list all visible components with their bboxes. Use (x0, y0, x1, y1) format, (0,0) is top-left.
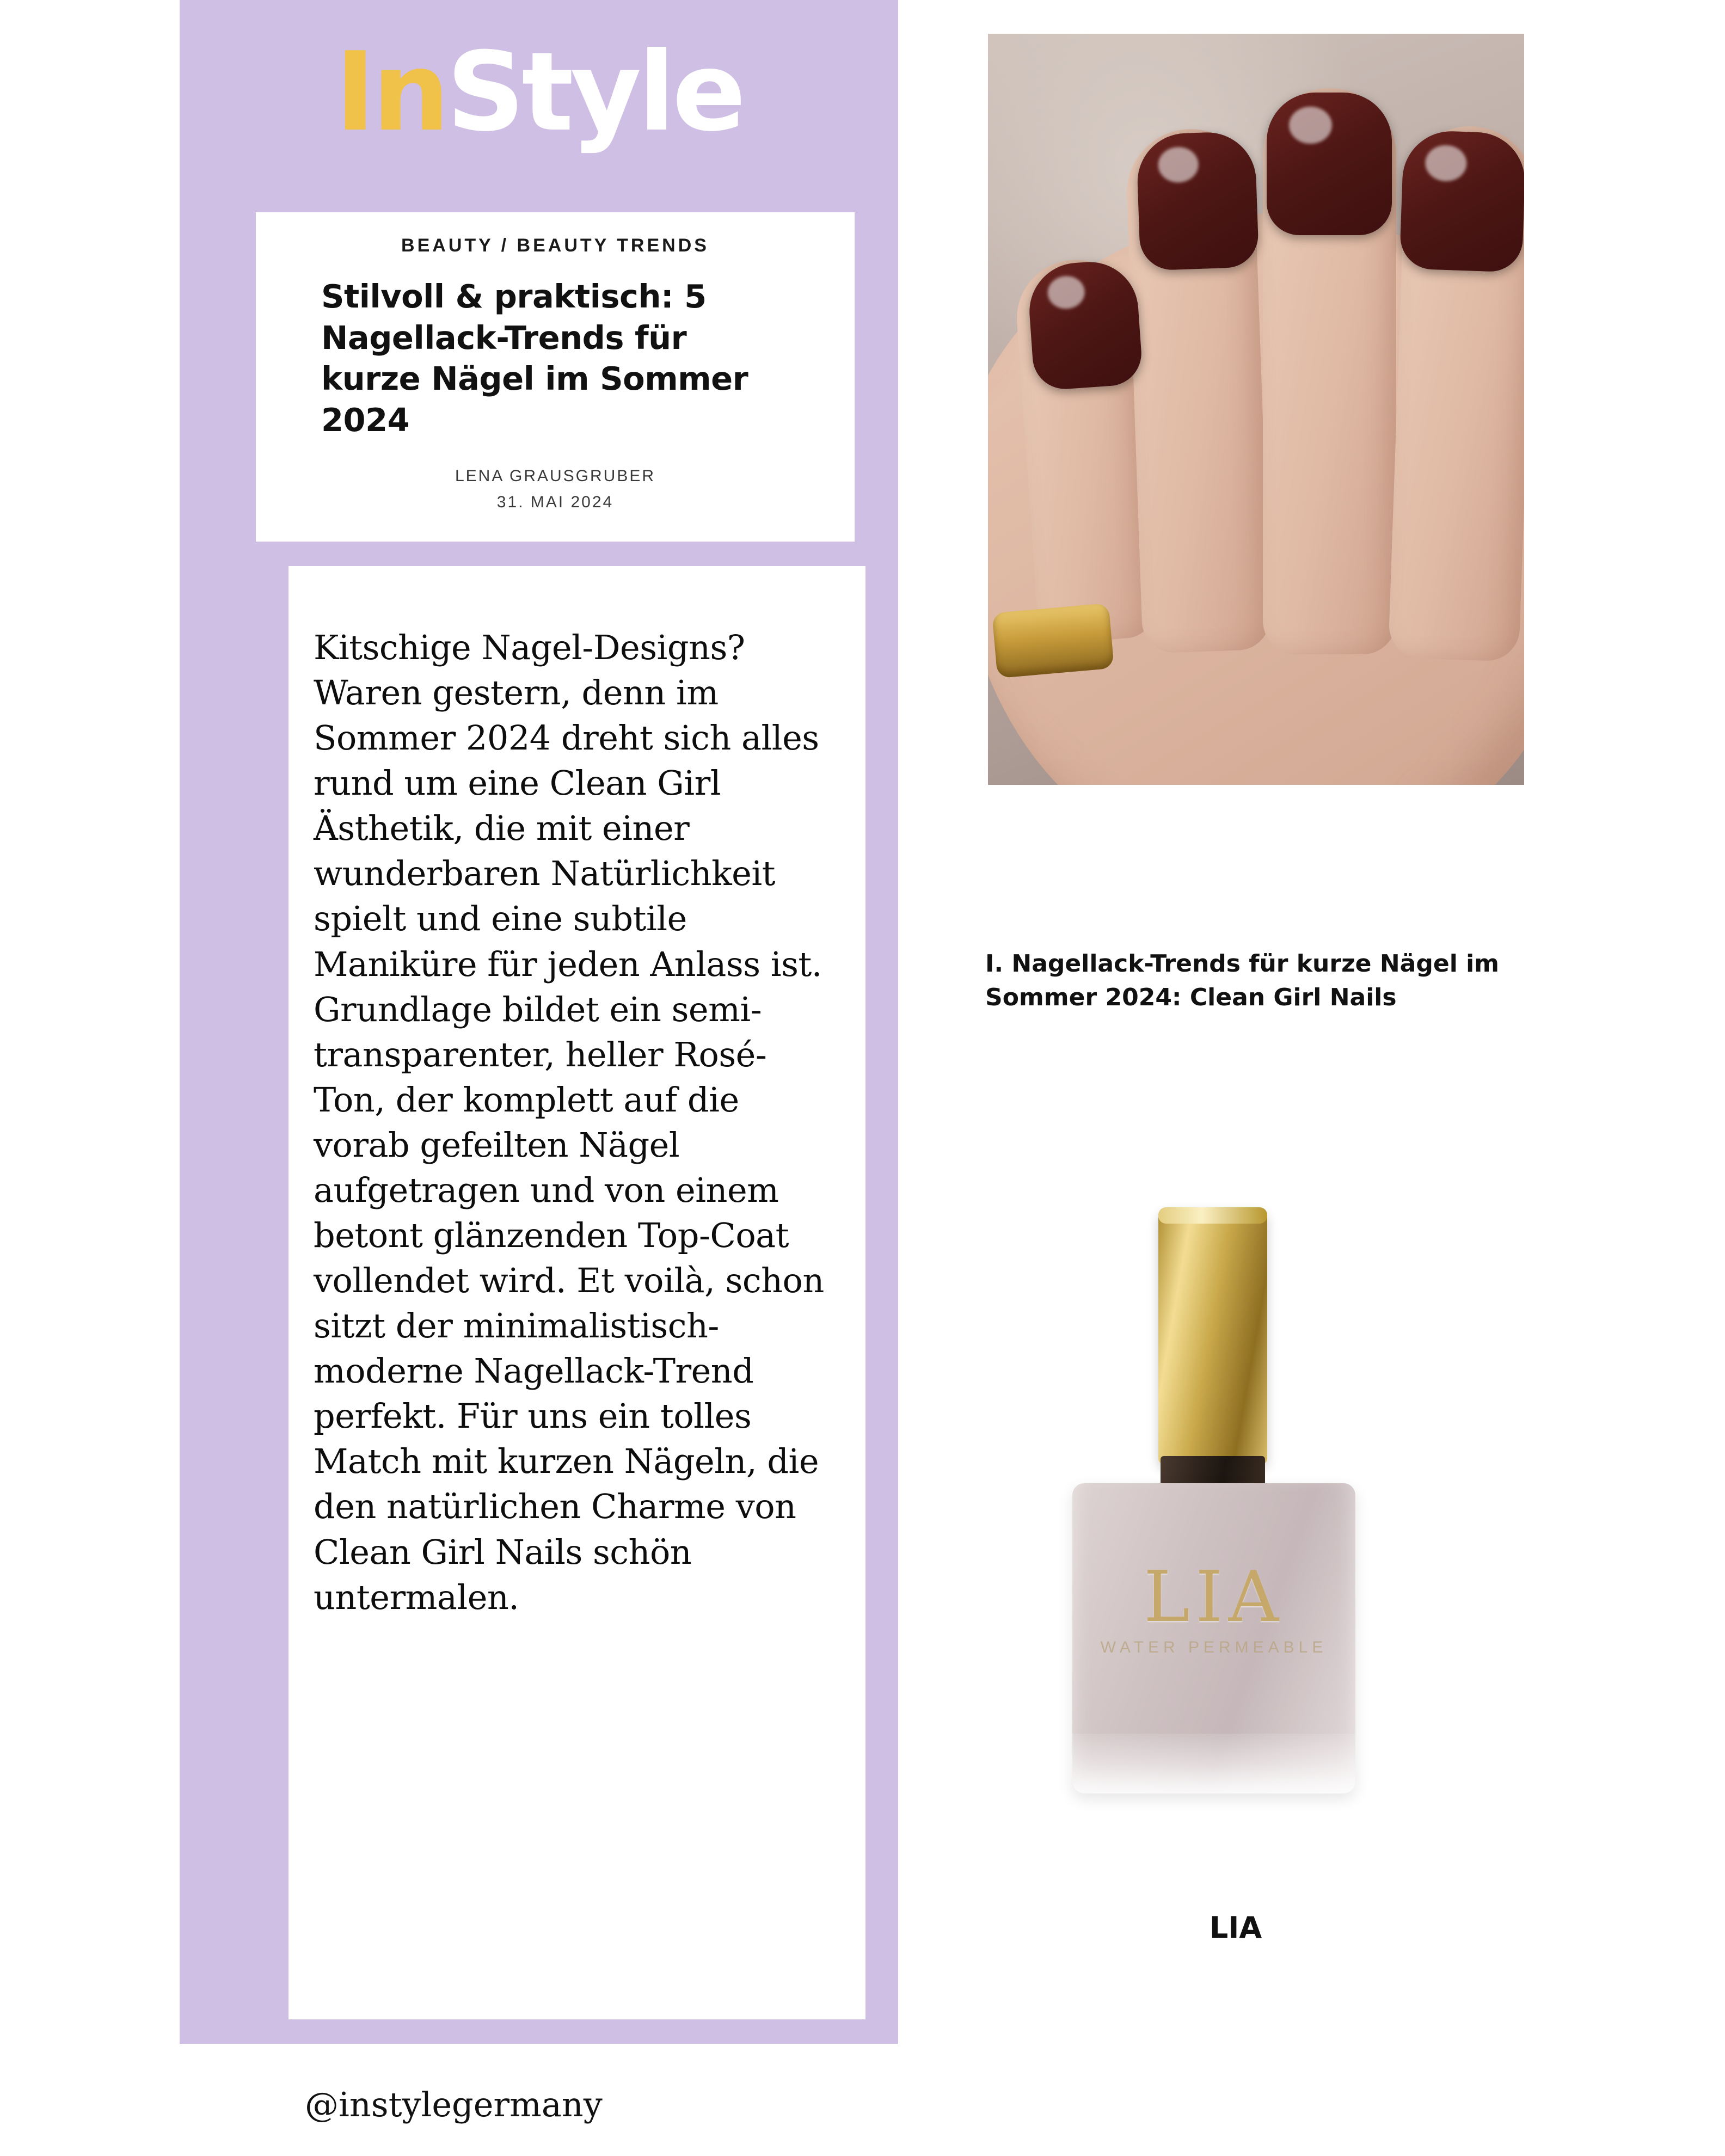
instyle-masthead (180, 29, 898, 156)
page-title: Stilvoll & praktisch: 5 Nagellack-Trends für kurze Nägel im Sommer 2024 (321, 278, 748, 439)
author-name: LENA GRAUSGRUBER (455, 467, 656, 486)
painted-nail (1267, 93, 1392, 235)
product-caption: LIA (1209, 1911, 1262, 1945)
manicure-photo (988, 34, 1524, 785)
publish-date: 31. MAI 2024 (496, 493, 614, 512)
bottle-brand-text: LIA (1144, 1557, 1284, 1638)
photo-caption: I. Nagellack-Trends für kurze Nägel im Sommer 2024: Clean Girl Nails (985, 950, 1500, 1012)
bottle-subtext: WATER PERMEABLE (1100, 1638, 1328, 1656)
social-handle[interactable]: @instylegermany (305, 2085, 603, 2124)
logo-text-in: In (335, 29, 447, 156)
instyle-logo (335, 29, 743, 156)
article-body-text: Kitschige Nagel-Designs? Waren gestern, denn im Sommer 2024 dreht sich alles rund um eine Clean Girl Ästhetik, die mit einer wunderbaren Natürlichkeit spielt und eine subtile Maniküre für jeden Anlass ist. Grundlage bildet ein semi-transparenter, heller Rosé-Ton, der komplett auf die vorab gefeilten Nägel aufgetragen und von einem betont glänzenden Top-Coat vollendet wird. Et voilà, schon sitzt der minimalistisch-moderne Nagellack-Trend perfekt. Für uns ein tolles Match mit kurzen Nägeln, die den natürlichen Charme von Clean Girl Nails schön untermalen. (314, 628, 824, 1617)
category-breadcrumb[interactable]: BEAUTY / BEAUTY TRENDS (401, 235, 709, 256)
logo-text-style: Style (446, 29, 743, 156)
gold-ring-shape (992, 603, 1114, 678)
nail-polish-bottle-image (1067, 1208, 1448, 1818)
byline (288, 463, 822, 515)
headline-card (256, 212, 855, 542)
painted-nail (1026, 259, 1144, 391)
bottle-cap-highlight (1158, 1207, 1267, 1224)
article-body-card (288, 566, 865, 2019)
painted-nail (1136, 131, 1260, 271)
painted-nail (1399, 130, 1524, 273)
bottle-cap (1158, 1208, 1267, 1464)
